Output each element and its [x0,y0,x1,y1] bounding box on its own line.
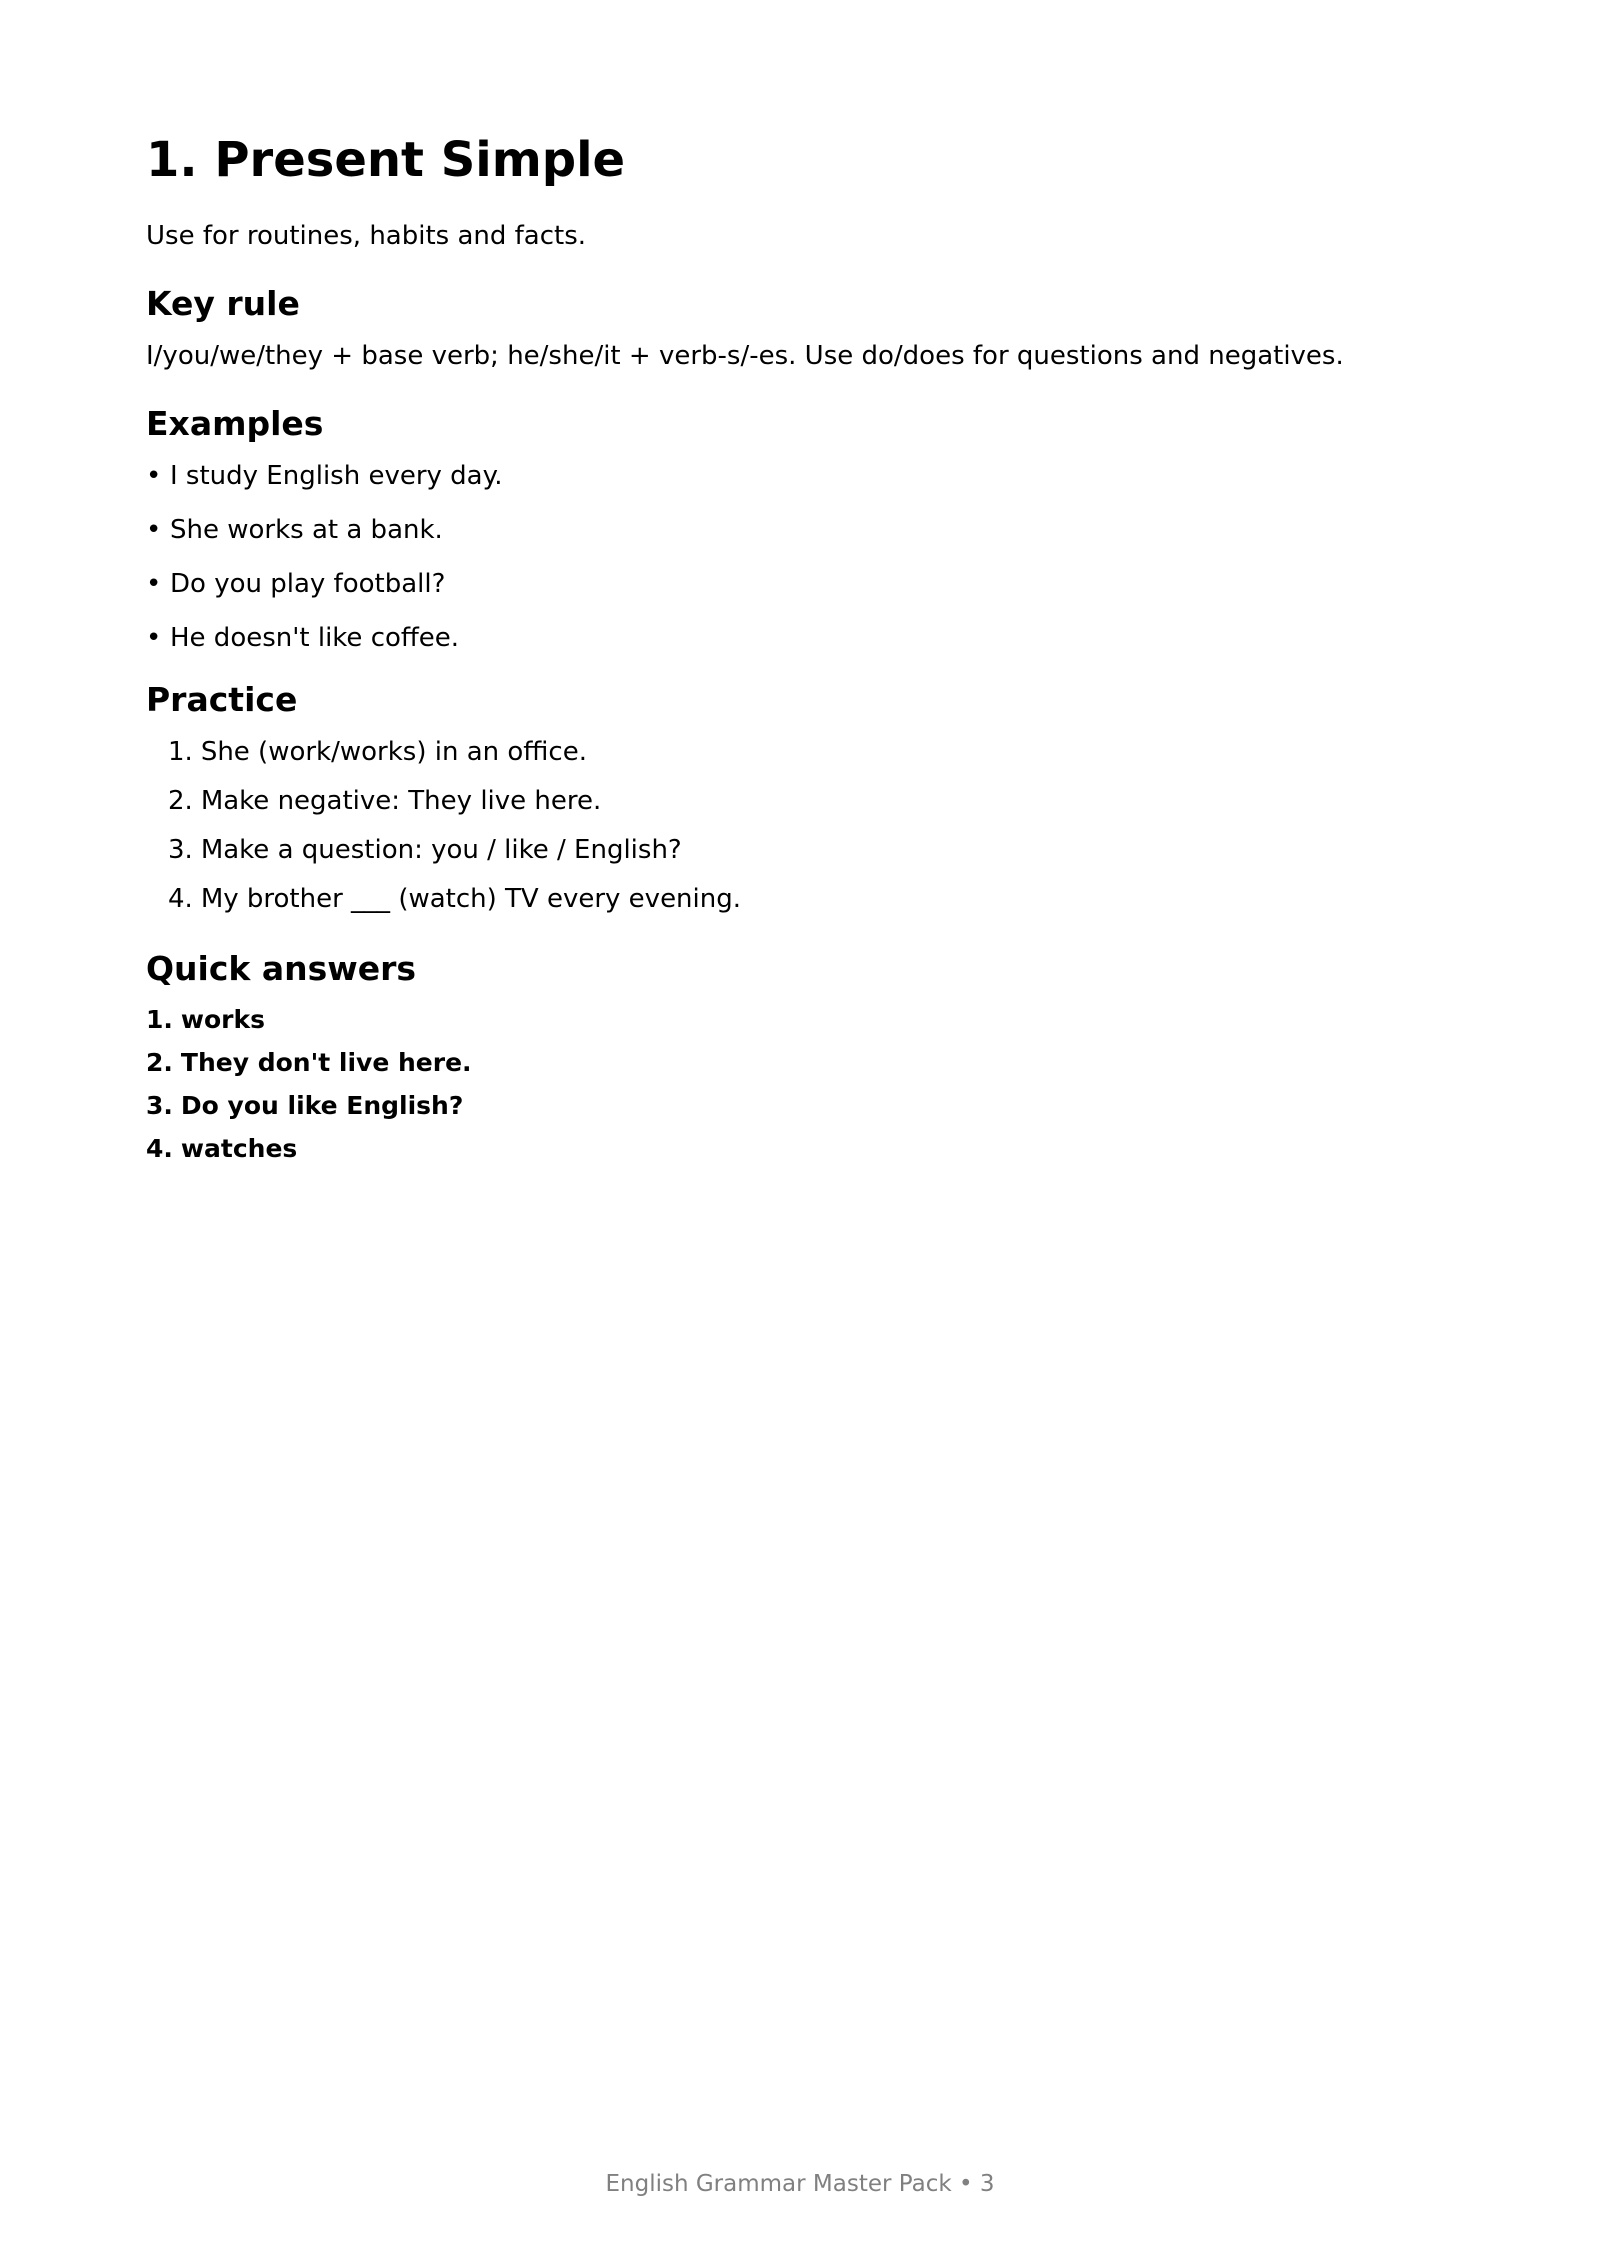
answer-item [146,1003,1456,1037]
practice-number: 3. [168,835,193,865]
practice-text: My brother ___ (watch) TV every evening. [200,884,742,914]
practice-number: 4. [168,884,193,914]
example-text: She works at a bank. [170,515,443,545]
example-item [146,512,1456,548]
practice-heading: Practice [146,680,298,719]
answer-text: works [180,1005,266,1034]
examples-heading: Examples [146,404,324,443]
answer-text: watches [180,1134,298,1163]
answer-item [146,1089,1456,1123]
bullet-icon: • [146,623,162,653]
answer-number: 4. [146,1134,173,1163]
practice-number: 2. [168,786,193,816]
example-text: I study English every day. [170,461,503,491]
bullet-icon: • [146,569,162,599]
example-item [146,620,1456,656]
bullet-icon: • [146,515,162,545]
answer-text: Do you like English? [180,1091,464,1120]
example-text: He doesn't like coffee. [170,623,460,653]
examples-list [146,458,1456,656]
answer-item [146,1132,1456,1166]
page-content [146,128,1456,1175]
quick-answers-heading: Quick answers [146,949,417,988]
practice-item [168,881,1456,917]
section-title: 1. Present Simple [146,132,626,188]
practice-number: 1. [168,737,193,767]
key-rule-heading: Key rule [146,284,300,323]
practice-item [168,783,1456,819]
section-intro: Use for routines, habits and facts. [146,221,587,251]
practice-text: Make negative: They live here. [200,786,602,816]
practice-list [146,734,1456,917]
bullet-icon: • [146,461,162,491]
answer-text: They don't live here. [180,1048,472,1077]
quick-answers-list [146,1003,1456,1166]
answer-number: 2. [146,1048,173,1077]
key-rule-text: I/you/we/they + base verb; he/she/it + verb-s/-es. Use do/does for questions and negatives. [146,341,1344,371]
practice-text: She (work/works) in an office. [200,737,587,767]
answer-number: 1. [146,1005,173,1034]
example-item [146,566,1456,602]
practice-text: Make a question: you / like / English? [200,835,682,865]
page-footer: English Grammar Master Pack • 3 [605,2171,995,2197]
practice-item [168,734,1456,770]
practice-item [168,832,1456,868]
answer-number: 3. [146,1091,173,1120]
answer-item [146,1046,1456,1080]
example-item [146,458,1456,494]
example-text: Do you play football? [170,569,446,599]
